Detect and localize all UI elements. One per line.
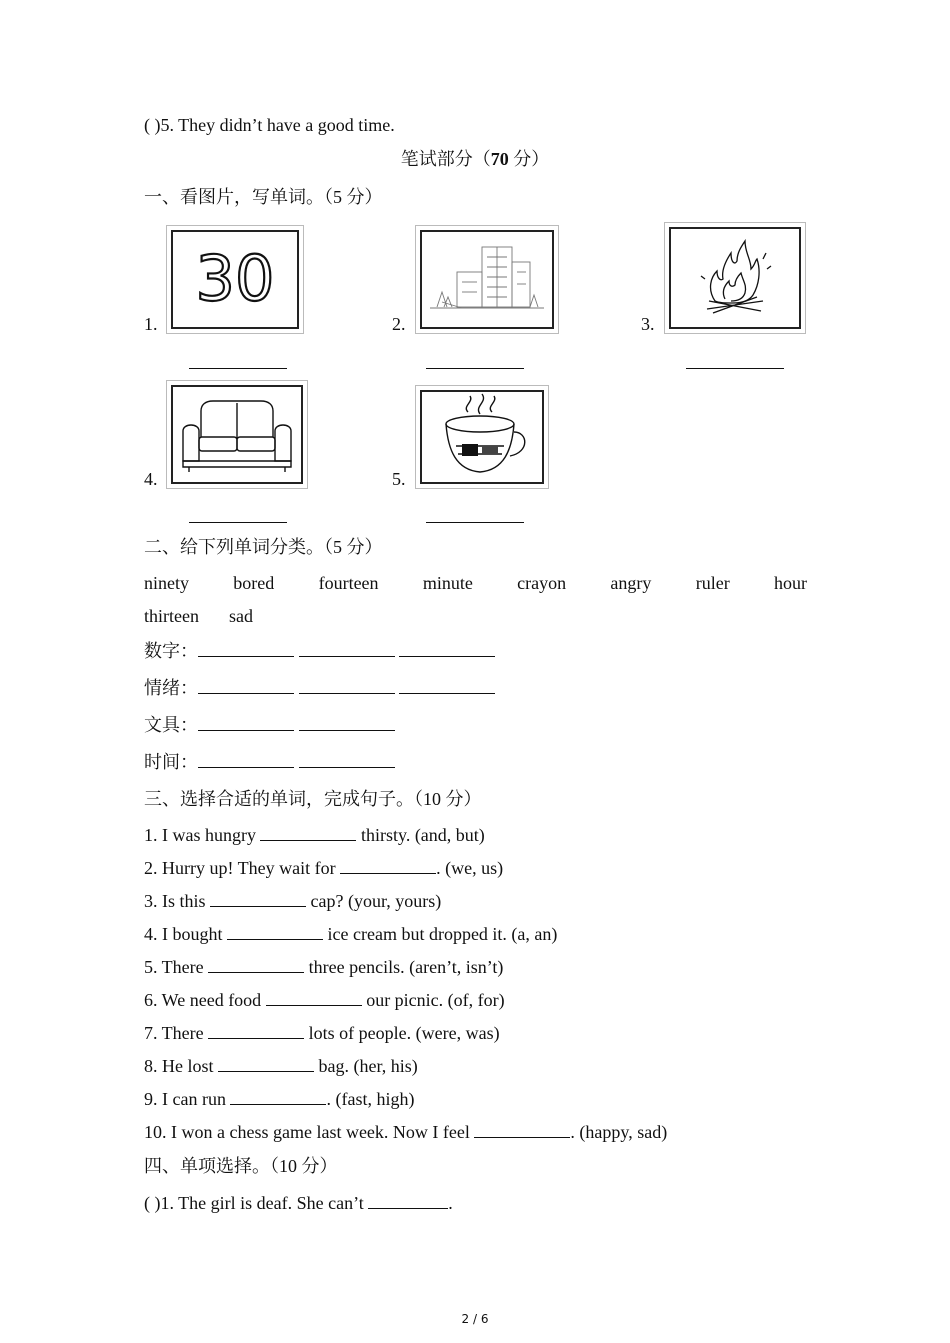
word-bank-item: bored <box>233 573 275 593</box>
number-30-icon <box>173 232 297 327</box>
category-blank[interactable] <box>198 679 294 694</box>
section-2-title: 二、给下列单词分类。（5 分） <box>144 537 383 557</box>
word-bank-item: thirteen <box>144 606 199 626</box>
category-label: 文具： <box>144 715 198 735</box>
picture-3 <box>664 222 806 334</box>
picture-1 <box>166 225 304 334</box>
sofa-icon <box>173 387 301 482</box>
campfire-icon <box>671 229 799 327</box>
word-bank-item: sad <box>228 606 253 626</box>
word-bank-item: crayon <box>517 573 567 593</box>
sentence-text: 7. There <box>144 1023 209 1043</box>
word-bank-item: minute <box>422 573 473 593</box>
sentence-blank[interactable] <box>227 925 323 940</box>
category-numbers <box>144 640 495 662</box>
sentence-blank[interactable] <box>230 1090 326 1105</box>
sentence-8 <box>144 1055 418 1077</box>
sentence-blank[interactable] <box>266 991 362 1006</box>
sentence-6 <box>144 989 505 1011</box>
hot-coffee-cup-icon <box>422 392 542 482</box>
sentence-text: lots of people. (were, was) <box>304 1023 500 1043</box>
item-2-number: 2. <box>392 314 406 334</box>
section-1-title: 一、看图片，写单词。（5 分） <box>144 187 383 207</box>
sentence-blank[interactable] <box>208 958 304 973</box>
sentence-7 <box>144 1022 500 1044</box>
category-stationery <box>144 714 395 736</box>
answer-line-1[interactable] <box>189 368 287 369</box>
sentence-2 <box>144 857 503 879</box>
word-bank-row-1 <box>144 572 807 594</box>
sentence-text: 1. I was hungry <box>144 825 261 845</box>
word-bank-item: ruler <box>695 573 730 593</box>
answer-line-2[interactable] <box>426 368 524 369</box>
picture-2 <box>415 225 559 334</box>
sentence-9 <box>144 1088 414 1110</box>
page-number: 2 / 6 <box>461 1312 489 1326</box>
mc-question-1 <box>144 1192 453 1214</box>
answer-line-3[interactable] <box>686 368 784 369</box>
sentence-blank[interactable] <box>208 1024 304 1039</box>
category-blank[interactable] <box>299 679 395 694</box>
written-part-header <box>0 148 950 170</box>
word-bank-item: angry <box>610 573 652 593</box>
sentence-text: bag. (her, his) <box>314 1056 418 1076</box>
category-blank[interactable] <box>299 642 395 657</box>
word-bank-item: hour <box>773 573 807 593</box>
category-blank[interactable] <box>399 679 495 694</box>
category-time <box>144 751 395 773</box>
question-text: ( )1. The girl is deaf. She can’t <box>144 1193 369 1213</box>
sentence-blank[interactable] <box>218 1057 314 1072</box>
sentence-text: . (happy, sad) <box>570 1122 668 1142</box>
category-label: 时间： <box>144 752 198 772</box>
sentence-text: 3. Is this <box>144 891 211 911</box>
sentence-blank[interactable] <box>474 1123 570 1138</box>
sentence-text: 8. He lost <box>144 1056 218 1076</box>
question-5-text: ( )5. They didn’t have a good time. <box>144 115 395 135</box>
sentence-text: 9. I can run <box>144 1089 231 1109</box>
building-icon <box>422 232 552 327</box>
item-5-number: 5. <box>392 469 406 489</box>
category-blank[interactable] <box>198 753 294 768</box>
sentence-text: 6. We need food <box>144 990 266 1010</box>
word-bank-item: fourteen <box>318 573 379 593</box>
picture-4 <box>166 380 308 489</box>
sentence-blank[interactable] <box>210 892 306 907</box>
category-emotions <box>144 677 495 699</box>
sentence-text: cap? (your, yours) <box>306 891 442 911</box>
written-header-label: 笔试部分（ <box>400 149 491 169</box>
category-blank[interactable] <box>399 642 495 657</box>
sentence-10 <box>144 1121 667 1143</box>
sentence-text: our picnic. (of, for) <box>361 990 505 1010</box>
section-4-title: 四、单项选择。（10 分） <box>144 1156 338 1176</box>
sentence-1 <box>144 824 485 846</box>
item-3-number: 3. <box>641 314 655 334</box>
question-text: . <box>448 1193 453 1213</box>
written-header-points: 70 <box>490 149 509 169</box>
category-blank[interactable] <box>198 716 294 731</box>
sentence-text: 5. There <box>144 957 209 977</box>
sentence-blank[interactable] <box>340 859 436 874</box>
sentence-text: 2. Hurry up! They wait for <box>144 858 341 878</box>
sentence-text: thirsty. (and, but) <box>356 825 485 845</box>
sentence-text: 10. I won a chess game last week. Now I feel <box>144 1122 475 1142</box>
sentence-3 <box>144 890 441 912</box>
sentence-text: ice cream but dropped it. (a, an) <box>323 924 558 944</box>
sentence-5 <box>144 956 503 978</box>
sentence-blank[interactable] <box>260 826 356 841</box>
category-label: 数字： <box>144 641 198 661</box>
category-label: 情绪： <box>144 678 198 698</box>
category-blank[interactable] <box>299 716 395 731</box>
sentence-text: . (we, us) <box>436 858 504 878</box>
question-blank[interactable] <box>368 1194 448 1209</box>
category-blank[interactable] <box>198 642 294 657</box>
word-bank-row-2 <box>144 605 253 627</box>
sentence-text: 4. I bought <box>144 924 227 944</box>
word-bank-item: ninety <box>144 573 189 593</box>
written-header-suffix: 分） <box>508 149 550 169</box>
item-4-number: 4. <box>144 469 158 489</box>
answer-line-5[interactable] <box>426 522 524 523</box>
sentence-text: . (fast, high) <box>326 1089 415 1109</box>
section-3-title: 三、选择合适的单词，完成句子。（10 分） <box>144 789 482 809</box>
sentence-text: three pencils. (aren’t, isn’t) <box>304 957 504 977</box>
answer-line-4[interactable] <box>189 522 287 523</box>
picture-5 <box>415 385 549 489</box>
number-30-text: 30 <box>195 242 275 315</box>
item-1-number: 1. <box>144 314 158 334</box>
category-blank[interactable] <box>299 753 395 768</box>
sentence-4 <box>144 923 557 945</box>
